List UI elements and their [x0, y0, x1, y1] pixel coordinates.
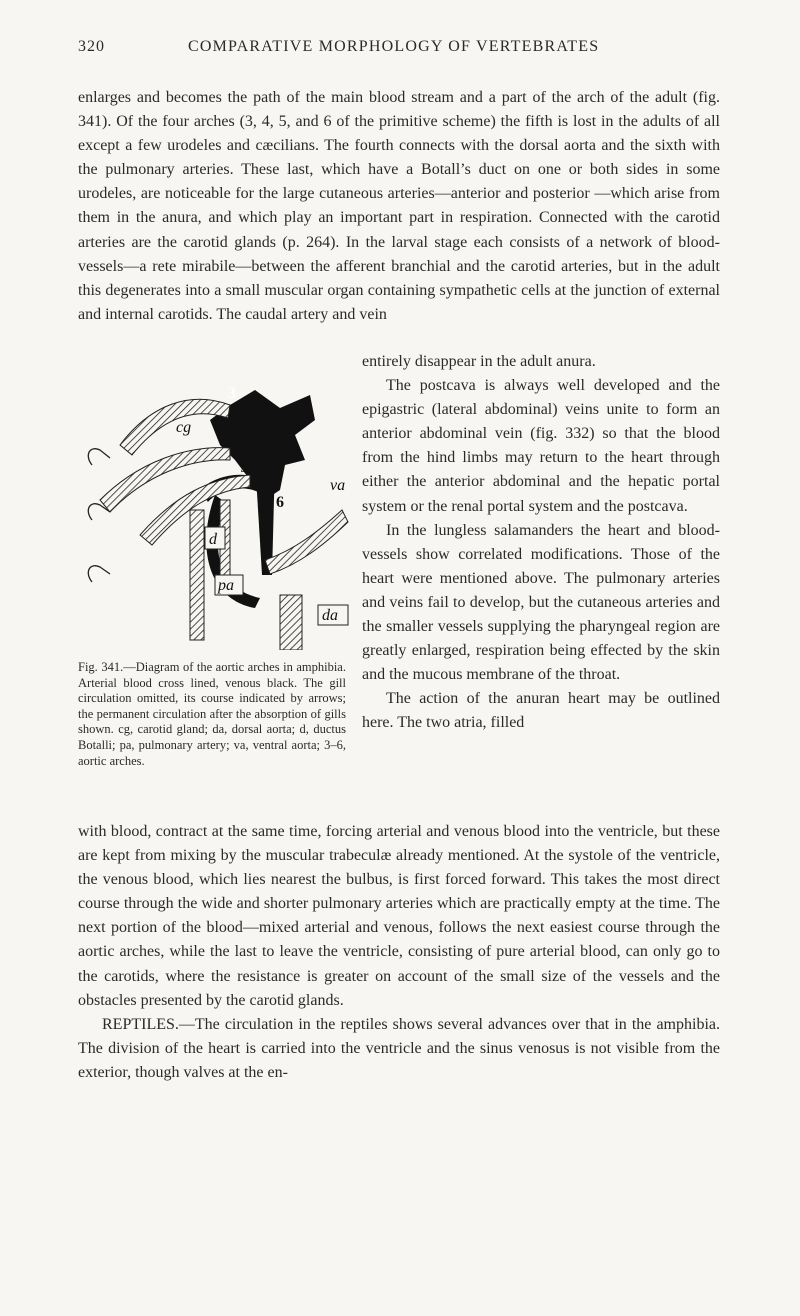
right-arch [265, 510, 348, 574]
paragraph-2c: In the lungless salamanders the heart and blood-vessels show correlated modifications. Those of the heart were mentioned above. The pulmonary arteries and veins fail to develop, but the cutaneous arteries and the smaller vessels supplying the pharyngeal region are greatly enlarged, respiration being effected by the skin and the mucous membrane of the throat. [362, 521, 720, 684]
paragraph-1-text: enlarges and becomes the path of the main blood stream and a part of the arch of the adult (fig. 341). Of the four arches (3, 4, 5, and 6 of the primitive scheme) the fifth is lost in the adults of all except a few urodeles and cæcilians. The fourth connects with the dorsal aorta and the sixth with the pulmonary arteries. These last, which have a Botall’s duct on one or both sides in some urodeles, are noticeable for the large cutaneous arteries—anterior and posterior —which arise from them in the anura, and which play an important part in respiration. Connected with the carotid arteries are the carotid glands (p. 264). In the larval stage each consists of a network of blood-vessels—a rete mirabile—between the afferent branchial and the carotid arteries, but in the adult this degenerates into a small muscular organ containing sympathetic cells at the junction of external and internal carotids. The caudal artery and vein [78, 89, 720, 323]
arch-4 [100, 448, 230, 512]
running-header [78, 38, 720, 64]
gill-arrow-lower-icon [88, 566, 110, 582]
paragraph-1 [78, 86, 720, 327]
paragraph-2a: entirely disappear in the adult anura. [362, 353, 596, 370]
figure-caption: Fig. 341.—Diagram of the aortic arches in amphibia. Arterial blood cross lined, venous black. The gill circulation omitted, its course indicated by arrows; the permanent circulation after the absorption of gills shown. cg, carotid gland; da, dorsal aorta; d, ductus Botalli; pa, pulmonary artery; va, ventral aorta; 3–6, aortic arches. [78, 660, 346, 768]
running-title: COMPARATIVE MORPHOLOGY OF VERTEBRATES [188, 38, 600, 55]
dorsal-aorta-base [280, 595, 302, 650]
label-va: va [330, 477, 346, 494]
label-6: 6 [276, 494, 284, 511]
paragraph-4: REPTILES.—The circulation in the reptiles shows several advances over that in the amphibia. The division of the heart is carried into the ventricle and the sinus venosus is not visible from the exterior, though valves at the en- [78, 1015, 720, 1081]
page-number: 320 [78, 38, 105, 55]
label-3: 3 [228, 385, 236, 402]
gill-arrow-upper-icon [88, 449, 110, 465]
paragraph-3: with blood, contract at the same time, forcing arterial and venous blood into the ventricle, but these are kept from mixing by the muscular trabeculæ already mentioned. At the systole of the ventricle, the venous blood, which lies nearest the bulbus, is first forced forward. This takes the most direct course through the wide and shorter pulmonary arteries which are practically empty at the time. The next portion of the blood—mixed arterial and venous, follows the next easiest course through the aortic arches, while the last to leave the ventricle, consisting of pure arterial blood, can only go to the carotids, where the resistance is greater on account of the small size of the vessels and the obstacles presented by the carotid glands. [78, 823, 720, 1009]
label-pa: pa [218, 577, 234, 594]
label-d: d [209, 531, 217, 548]
label-5: 5 [240, 459, 248, 476]
paragraph-2d: The action of the anuran heart may be outlined here. The two atria, filled [362, 690, 720, 732]
dorsal-aorta-column [190, 510, 204, 640]
aortic-arches-diagram [80, 350, 350, 650]
paragraph-2b: The postcava is always well developed and the epigastric (lateral abdominal) veins unite to form an anterior abdominal vein (fig. 332) so that the blood from the hind limbs may return to the heart through either the anterior abdominal and the hepatic portal system or the renal portal system and the postcava. [362, 377, 720, 515]
paragraph-2-column [362, 350, 720, 736]
label-4: 4 [230, 430, 238, 447]
paragraph-3-block [78, 820, 720, 1085]
label-da: da [322, 607, 338, 624]
label-cg: cg [176, 419, 192, 436]
